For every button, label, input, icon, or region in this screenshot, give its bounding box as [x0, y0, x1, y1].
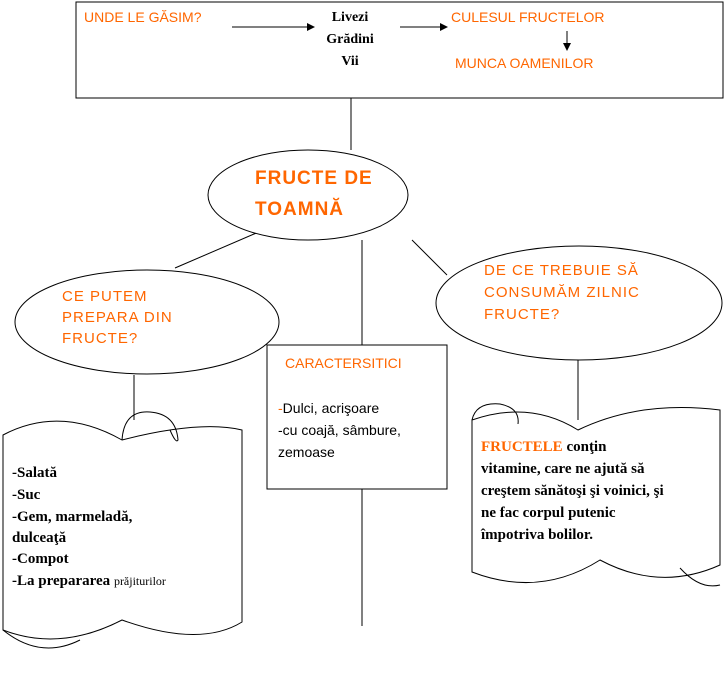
left-question-line3: FRUCTE?	[62, 330, 139, 347]
list-item-compote: -Compot	[12, 551, 69, 567]
place-vineyards: Vii	[341, 54, 359, 69]
connector-center-left	[175, 228, 268, 268]
where-question: UNDE LE GĂSIM?	[84, 9, 202, 25]
benefit-line2: vitamine, care ne ajută să	[481, 461, 645, 477]
benefit-line3: creştem sănătoşi şi voinici, şi	[481, 483, 664, 499]
center-title-line2: TOAMNĂ	[255, 199, 345, 220]
right-question-line1: DE CE TREBUIE SĂ	[484, 262, 639, 279]
characteristics-dash: -	[278, 400, 283, 416]
characteristics-title: CARACTERSITICI	[285, 355, 402, 371]
place-orchards: Livezi	[331, 10, 369, 25]
characteristics-line1: -Dulci, acrişoare	[278, 400, 380, 416]
center-title-line1: FRUCTE DE	[255, 168, 373, 189]
connector-center-right	[412, 240, 447, 275]
list-item-salad: -Salată	[12, 465, 57, 481]
characteristics-line2: -cu coajă, sâmbure,	[278, 422, 401, 438]
list-item-juice: -Suc	[12, 487, 41, 503]
list-item-preserve: dulceaţă	[12, 530, 67, 546]
benefit-line5: împotriva bolilor.	[481, 527, 593, 543]
right-question-line3: FRUCTE?	[484, 306, 561, 323]
benefit-line1: FRUCTELE conţin	[481, 439, 607, 455]
work-label: MUNCA OAMENILOR	[455, 55, 594, 71]
right-question-line2: CONSUMĂM ZILNIC	[484, 284, 640, 301]
left-question-line2: PREPARA DIN	[62, 309, 173, 326]
harvest-label: CULESUL FRUCTELOR	[451, 9, 605, 25]
list-item-jam: -Gem, marmeladă,	[12, 509, 133, 525]
list-item-pastries: -La prepararea prăjiturilor	[12, 573, 166, 589]
characteristics-line3: zemoase	[278, 444, 335, 460]
center-ellipse	[208, 150, 408, 240]
benefit-line4: ne fac corpul putenic	[481, 505, 616, 521]
place-gardens: Grădini	[326, 32, 374, 47]
left-question-line1: CE PUTEM	[62, 288, 148, 305]
